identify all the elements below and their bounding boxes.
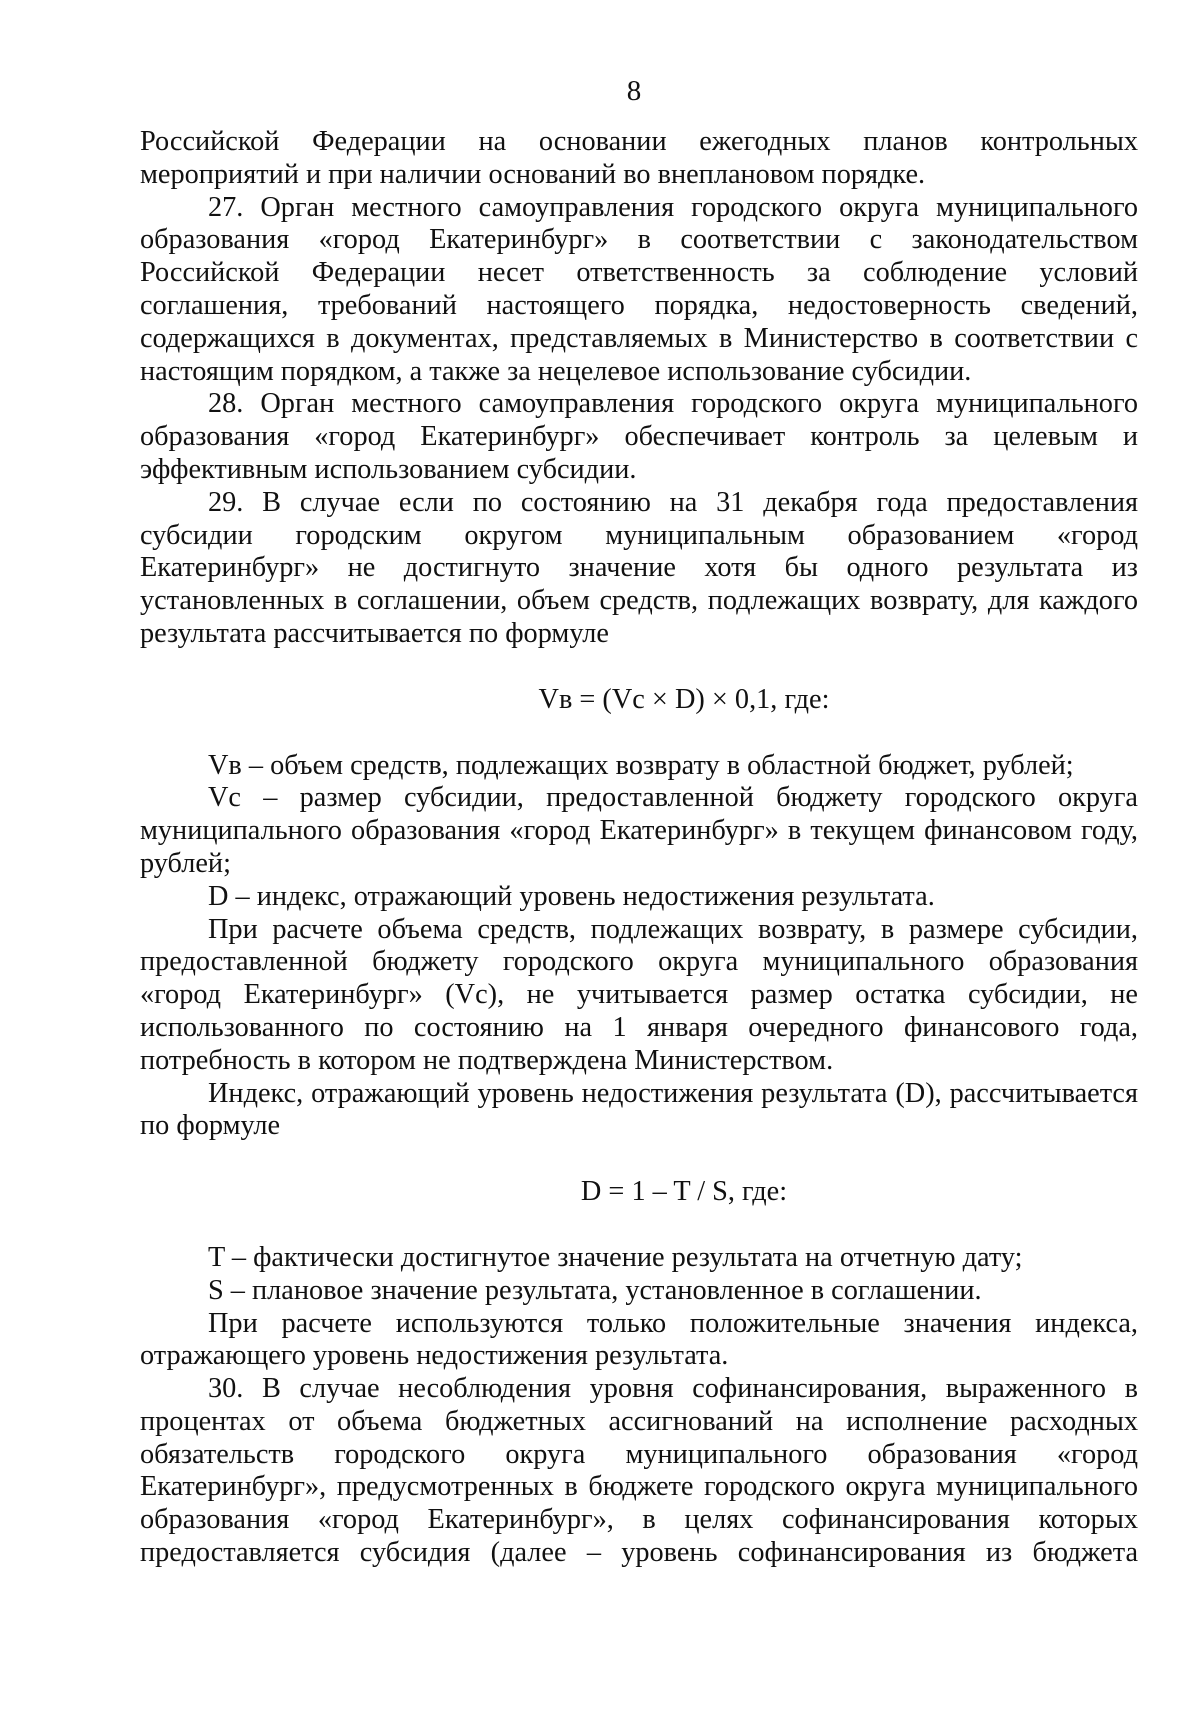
definition-t: T – фактически достигнутое значение результата на отчетную дату; — [208, 1241, 1023, 1273]
paragraph-continuation: Российской Федерации на основании ежегодных планов контрольных мероприятий и при наличии оснований во внеплановом порядке. — [140, 126, 1138, 190]
paragraph-27: 27. Орган местного самоуправления городского округа муниципального образования «город Екатеринбург» в соответствии с законодательством Российской Федерации несет ответственность за соблюдение условий соглашения, требований настоящего порядка, недостоверность сведений, содержащихся в документах, представляемых в Министерство в соответствии с настоящим порядком, а также за нецелевое использование субсидии. — [140, 191, 1138, 387]
document-body — [140, 126, 1138, 1570]
definition-d: D – индекс, отражающий уровень недостижения результата. — [208, 880, 935, 912]
paragraph-index-intro: Индекс, отражающий уровень недостижения результата (D), рассчитывается по формуле — [140, 1077, 1138, 1142]
paragraph-29: 29. В случае если по состоянию на 31 декабря года предоставления субсидии городским округом муниципальным образованием «город Екатеринбург» не достигнуто значение хотя бы одного результата из установленных в соглашении, объем средств, подлежащих возврату, для каждого результата рассчитывается по формуле — [140, 486, 1138, 649]
paragraph-30: 30. В случае несоблюдения уровня софинансирования, выраженного в процентах от объема бюджетных ассигнований на исполнение расходных обязательств городского округа муниципального образования «город Екатеринбург», предусмотренных в бюджете городского округа муниципального образования «город Екатеринбург», в целях софинансирования которых предоставляется субсидия (далее – уровень софинансирования из бюджета — [140, 1373, 1138, 1569]
page-number: 8 — [626, 75, 642, 107]
paragraph-calculation-note: При расчете объема средств, подлежащих возврату, в размере субсидии, предоставленной бюджету городского округа муниципального образования «город Екатеринбург» (Vс), не учитывается размер остатка субсидии, не использованного по состоянию на 1 января очередного финансового года, потребность в котором не подтверждена Министерством. — [140, 913, 1138, 1076]
paragraph-28: 28. Орган местного самоуправления городского округа муниципального образования «город Екатеринбург» обеспечивает контроль за целевым и эффективным использованием субсидии. — [140, 388, 1138, 485]
formula-index: D = 1 – T / S, где: — [580, 1176, 788, 1208]
definition-s: S – плановое значение результата, установленное в соглашении. — [208, 1274, 982, 1306]
definition-vv: Vв – объем средств, подлежащих возврату в областной бюджет, рублей; — [208, 749, 1074, 781]
definition-vc: Vс – размер субсидии, предоставленной бюджету городского округа муниципального образования «город Екатеринбург» в текущем финансовом году, рублей; — [140, 782, 1138, 879]
paragraph-positive-values: При расчете используются только положительные значения индекса, отражающего уровень недостижения результата. — [140, 1307, 1138, 1372]
formula-return-volume: Vв = (Vс × D) × 0,1, где: — [538, 683, 830, 715]
